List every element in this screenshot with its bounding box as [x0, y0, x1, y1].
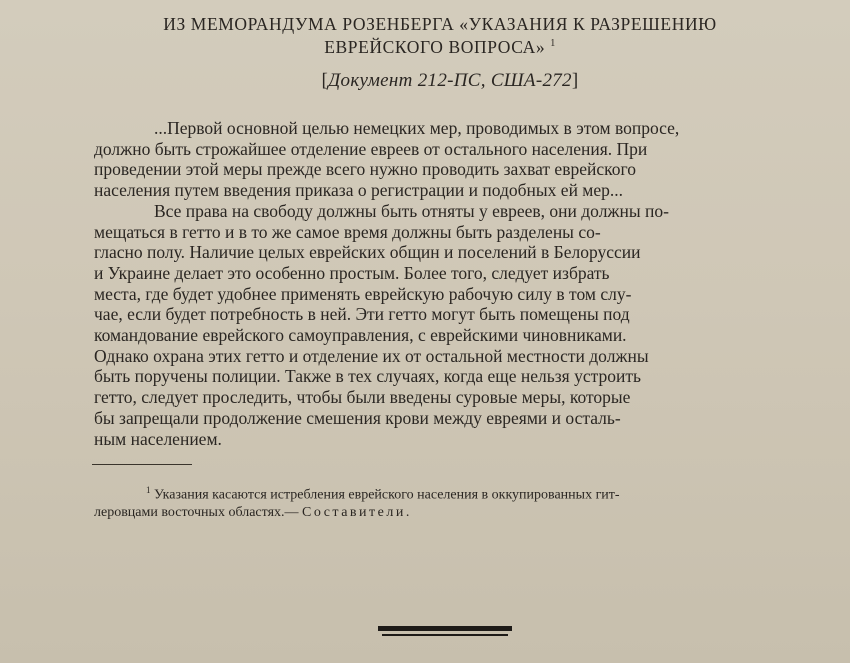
footnote-text-2: леровцами восточных областях.— [94, 505, 303, 521]
footnote [94, 482, 806, 522]
text-line: должно быть строжайшее отделение евреев от остального населения. При [94, 138, 648, 159]
decorative-rule-ornament [378, 624, 512, 638]
text-line: Все права на свободу должны быть отняты у евреев, они должны по- [154, 200, 669, 221]
text-line: командование еврейского самоуправления, с еврейскими чиновниками. [94, 325, 627, 346]
document-reference: [Документ 212-ПС, США-272] [321, 70, 579, 91]
footnote-line-2 [94, 504, 806, 522]
ornament-thin-bar [382, 634, 508, 636]
paragraph-1 [94, 118, 806, 201]
text-line: проведении этой меры прежде всего нужно проводить захват еврейского [94, 159, 636, 180]
text-line: ным населением. [94, 428, 222, 449]
footnote-line-1 [94, 482, 806, 504]
text-line: чае, если будет потребность в ней. Эти гетто могут быть помещены под [94, 304, 630, 325]
footnote-text-1: Указания касаются истребления еврейского населения в оккупированных гит- [154, 487, 620, 503]
text-line: гетто, следует проследить, чтобы были введены суровые меры, которые [94, 387, 631, 408]
memorandum-text [94, 118, 806, 449]
text-line: населения путем введения приказа о регистрации и подобных ей мер... [94, 180, 624, 201]
text-line: мещаться в гетто и в то же самое время должны быть разделены со- [94, 221, 601, 242]
text-line: ...Первой основной целью немецких мер, проводимых в этом вопросе, [154, 118, 680, 138]
page-title [120, 14, 760, 57]
document-reference-text: Документ 212-ПС, США-272 [328, 70, 572, 91]
paragraph-2 [94, 201, 806, 449]
title-footnote-marker: 1 [550, 38, 556, 49]
text-line: и Украине делает это особенно простым. Более того, следует избрать [94, 262, 610, 283]
text-line: бы запрещали продолжение смешения крови между евреями и осталь- [94, 407, 621, 428]
text-line: Однако охрана этих гетто и отделение их от остальной местности должны [94, 345, 649, 366]
text-line: места, где будет удобнее применять еврейскую рабочую силу в том слу- [94, 283, 632, 304]
footnote-marker: 1 [146, 485, 151, 495]
title-line-1: ИЗ МЕМОРАНДУМА РОЗЕНБЕРГА «УКАЗАНИЯ К РАЗРЕШЕНИЮ [163, 14, 717, 34]
title-line-2: ЕВРЕЙСКОГО ВОПРОСА» [324, 36, 546, 57]
text-line: гласно полу. Наличие целых еврейских общин и поселений в Белоруссии [94, 242, 641, 263]
footnote-author: Составители. [302, 505, 412, 521]
footnote-divider [92, 464, 192, 465]
text-line: быть поручены полиции. Также в тех случаях, когда еще нельзя устроить [94, 366, 641, 387]
ornament-thick-bar [378, 626, 512, 631]
